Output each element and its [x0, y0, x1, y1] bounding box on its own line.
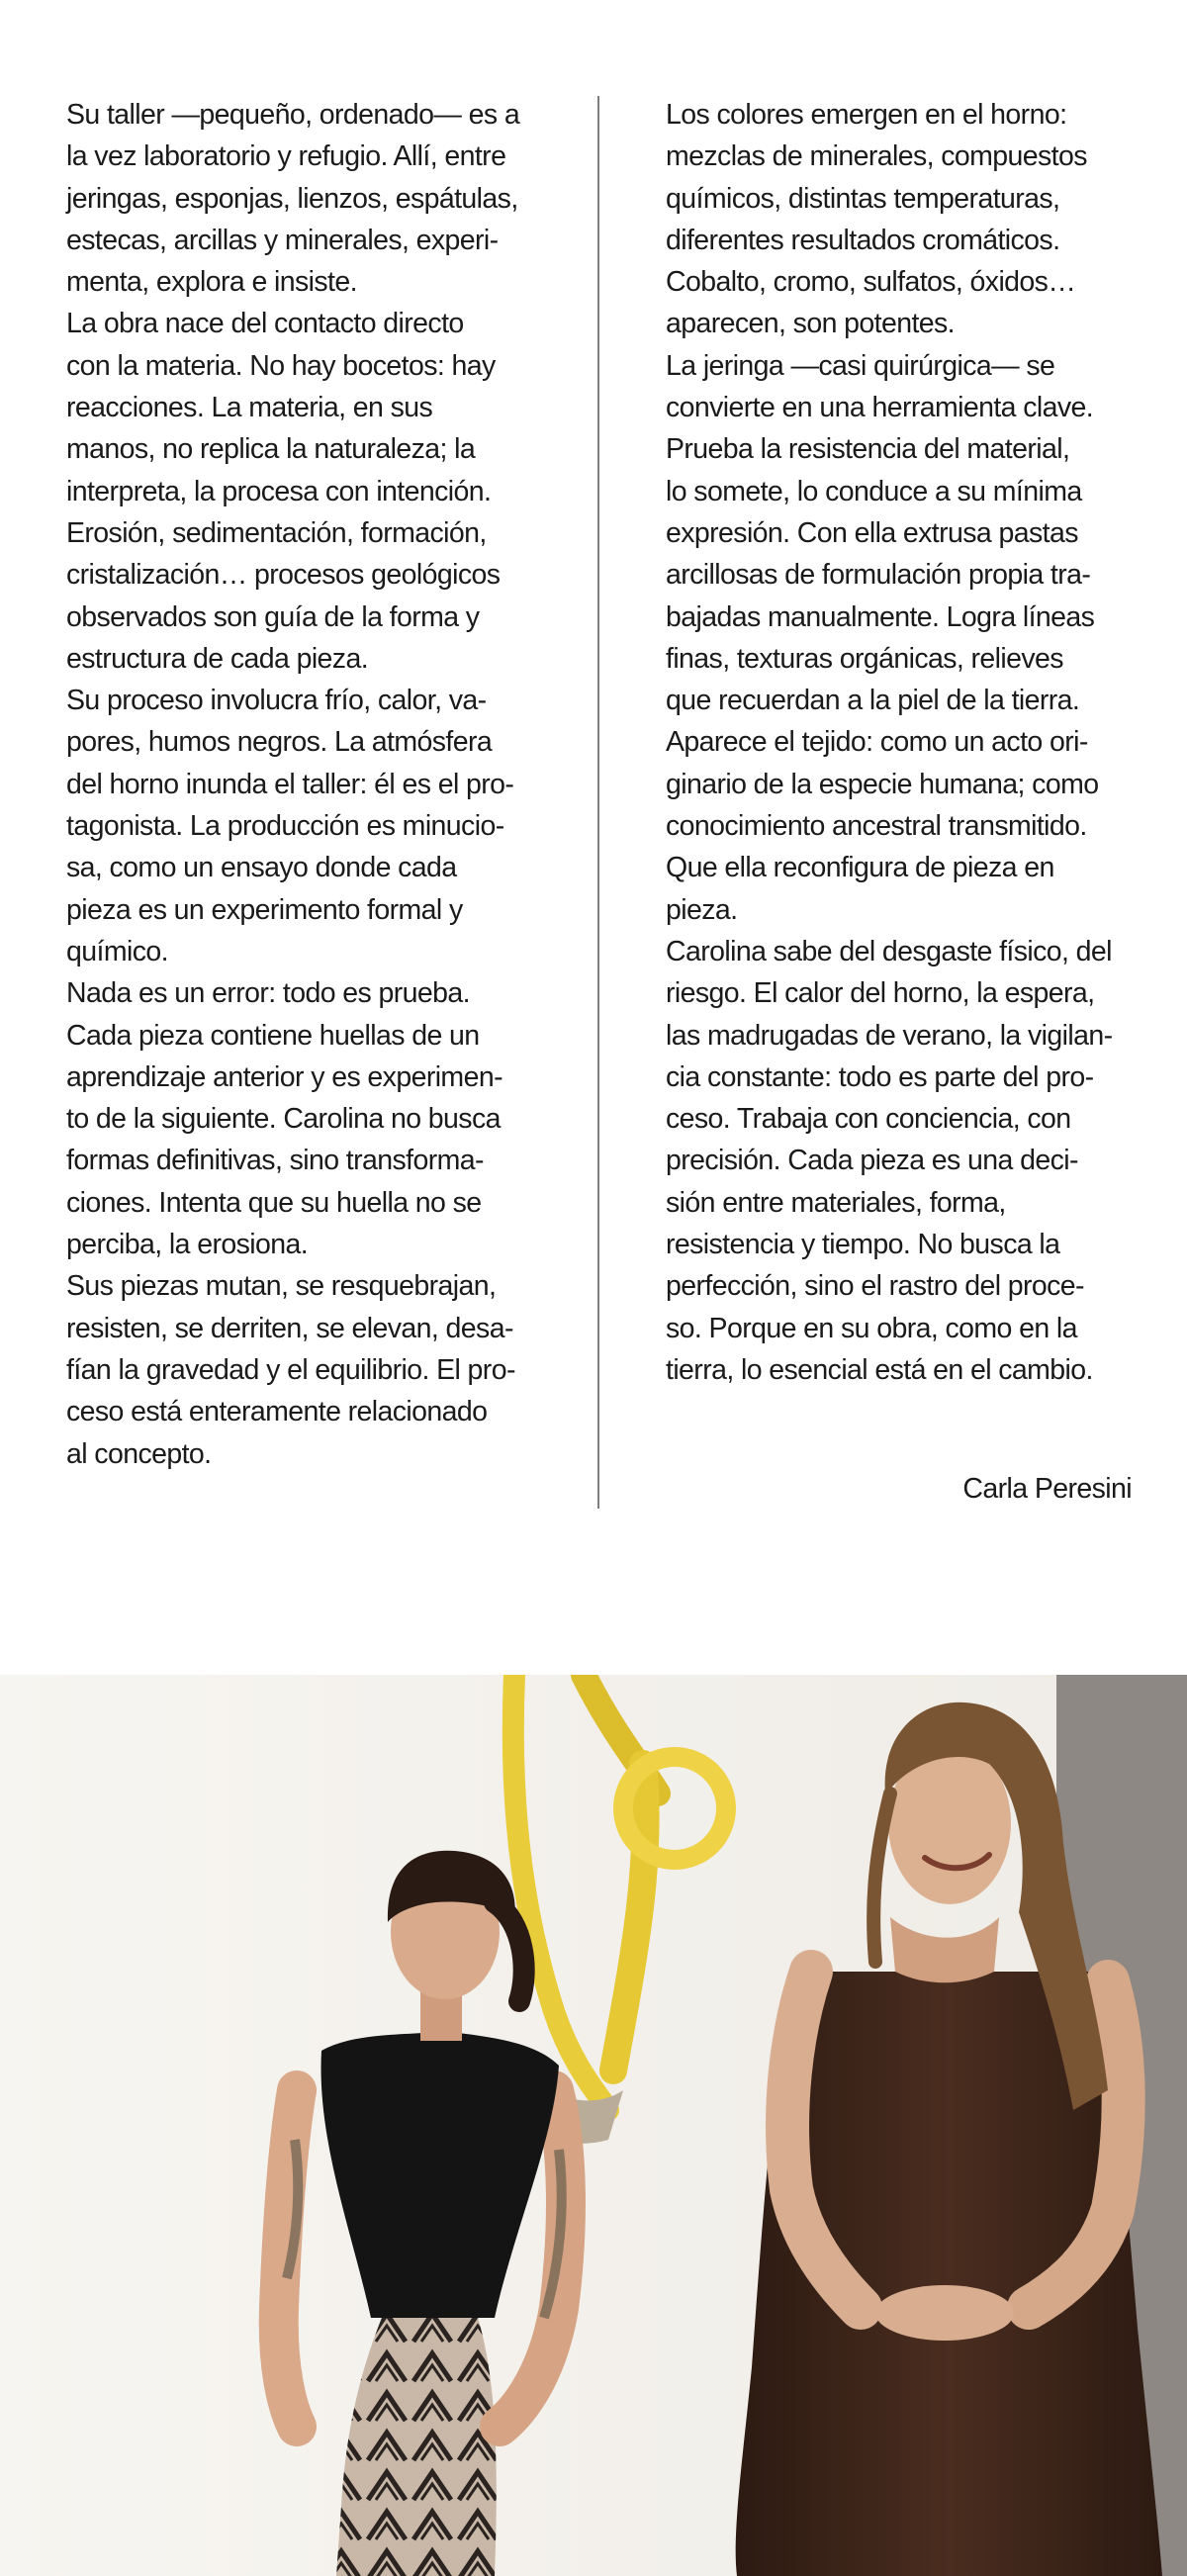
text-line: Su proceso involucra frío, calor, va-	[66, 685, 487, 717]
text-line: observados son guía de la forma y	[66, 600, 480, 633]
text-line: Cada pieza contiene huellas de un	[66, 1019, 480, 1052]
text-line: expresión. Con ella extrusa pastas	[666, 516, 1078, 549]
text-line: menta, explora e insiste.	[66, 266, 357, 299]
text-line: Nada es un error: todo es prueba.	[66, 977, 470, 1010]
text-line: jeringas, esponjas, lienzos, espátulas,	[66, 182, 518, 215]
text-line: formas definitivas, sino transforma-	[66, 1145, 484, 1177]
text-line: cia constante: todo es parte del pro-	[666, 1060, 1094, 1093]
text-line: resistencia y tiempo. No busca la	[666, 1229, 1060, 1261]
text-line: aparecen, son potentes.	[666, 308, 956, 340]
text-line: Cobalto, cromo, sulfatos, óxidos…	[666, 266, 1076, 299]
text-line: finas, texturas orgánicas, relieves	[666, 642, 1063, 675]
left-paragraphs	[66, 94, 541, 1475]
text-line: la vez laboratorio y refugio. Allí, entre	[66, 140, 506, 173]
text-line: diferentes resultados cromáticos.	[666, 224, 1060, 256]
text-line: Que ella reconfigura de pieza en	[666, 852, 1054, 884]
text-line: aprendizaje anterior y es experimen-	[66, 1060, 502, 1093]
text-line: sa, como un ensayo donde cada	[66, 852, 457, 884]
author-signature: Carla Peresini	[962, 1473, 1132, 1505]
text-line: pieza es un experimento formal y	[66, 893, 463, 926]
text-line: tagonista. La producción es minucio-	[66, 810, 504, 843]
text-line: Carolina sabe del desgaste físico, del	[666, 935, 1112, 967]
text-line: interpreta, la procesa con intención.	[66, 475, 492, 507]
text-line: perfección, sino el rastro del proce-	[666, 1270, 1084, 1303]
text-line: Sus piezas mutan, se resquebrajan,	[66, 1270, 497, 1303]
text-line: manos, no replica la naturaleza; la	[66, 433, 476, 466]
text-line: to de la siguiente. Carolina no busca	[66, 1103, 501, 1136]
text-line: del horno inunda el taller: él es el pro-	[66, 768, 514, 800]
text-line: riesgo. El calor del horno, la espera,	[666, 977, 1095, 1010]
text-line: pores, humos negros. La atmósfera	[66, 726, 493, 759]
text-line: químico.	[66, 935, 168, 967]
text-line: ceso. Trabaja con conciencia, con	[666, 1103, 1071, 1136]
text-line: Los colores emergen en el horno:	[666, 99, 1067, 131]
text-line: estructura de cada pieza.	[66, 642, 369, 675]
text-line: ceso está enteramente relacionado	[66, 1396, 488, 1428]
text-line: ciones. Intenta que su huella no se	[66, 1186, 482, 1219]
text-line: reacciones. La materia, en sus	[66, 392, 433, 424]
exhibition-photo-illustration	[0, 1675, 1187, 2576]
text-line: ginario de la especie humana; como	[666, 768, 1099, 800]
text-line: so. Porque en su obra, como en la	[666, 1312, 1077, 1344]
text-line: convierte en una herramienta clave.	[666, 392, 1094, 424]
text-line: Aparece el tejido: como un acto ori-	[666, 726, 1088, 759]
text-line: sión entre materiales, forma,	[666, 1186, 1006, 1219]
text-line: que recuerdan a la piel de la tierra.	[666, 685, 1080, 717]
text-line: Su taller —pequeño, ordenado— es a	[66, 99, 520, 131]
text-line: bajadas manualmente. Logra líneas	[666, 600, 1095, 633]
column-divider	[597, 96, 599, 1509]
text-line: pieza.	[666, 893, 738, 926]
text-line: mezclas de minerales, compuestos	[666, 140, 1087, 173]
right-text-column	[666, 94, 1141, 1391]
text-line: arcillosas de formulación propia tra-	[666, 559, 1091, 592]
exhibition-photo	[0, 1675, 1187, 2576]
left-text-column	[66, 94, 541, 1475]
text-line: con la materia. No hay bocetos: hay	[66, 349, 496, 382]
text-line: perciba, la erosiona.	[66, 1229, 309, 1261]
text-line: Prueba la resistencia del material,	[666, 433, 1070, 466]
text-line: conocimiento ancestral transmitido.	[666, 810, 1087, 843]
text-line: precisión. Cada pieza es una deci-	[666, 1145, 1078, 1177]
text-line: La obra nace del contacto directo	[66, 308, 464, 340]
text-line: tierra, lo esencial está en el cambio.	[666, 1353, 1093, 1386]
text-line: cristalización… procesos geológicos	[66, 559, 501, 592]
text-line: químicos, distintas temperaturas,	[666, 182, 1060, 215]
text-line: al concepto.	[66, 1437, 212, 1470]
text-line: estecas, arcillas y minerales, experi-	[66, 224, 499, 256]
text-line: Erosión, sedimentación, formación,	[66, 516, 487, 549]
text-line: lo somete, lo conduce a su mínima	[666, 475, 1082, 507]
text-line: fían la gravedad y el equilibrio. El pro-	[66, 1353, 515, 1386]
text-line: las madrugadas de verano, la vigilan-	[666, 1019, 1113, 1052]
right-paragraphs	[666, 94, 1141, 1391]
text-line: resisten, se derriten, se elevan, desa-	[66, 1312, 513, 1344]
text-line: La jeringa —casi quirúrgica— se	[666, 349, 1055, 382]
